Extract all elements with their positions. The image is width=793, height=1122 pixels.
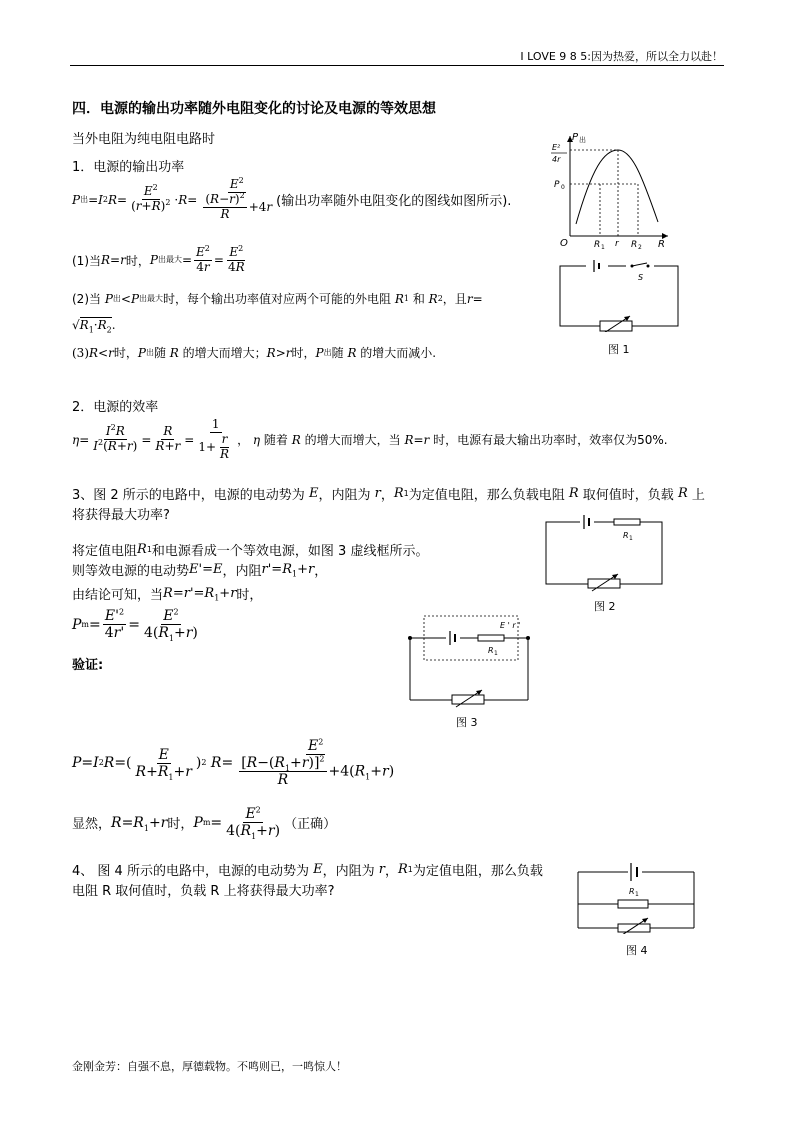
fig2-r1-label: R: [623, 531, 629, 540]
fig4-caption: 图 4: [626, 944, 648, 957]
fig3-equiv-label: E ' r ': [500, 621, 521, 630]
efficiency-formula: η = $\frac{I^2R}{I^2(R+r)}$ = $\frac{R}{R+r}$ = 1 1+ $\frac{r}{R}$ ， η 随着 R 的增大而增大，当 R = r 时，电源有最大输出功率时，效率仅为50%.: [72, 417, 668, 461]
circuit-fig1: [558, 258, 682, 332]
circuit-fig2: [542, 512, 668, 592]
graph-peak-den: 4r: [552, 155, 561, 164]
graph-p0: P: [554, 180, 560, 190]
svg-text:1: 1: [629, 535, 633, 542]
q3-line2: 将获得最大功率?: [72, 508, 170, 523]
q4-line1: 4、 图 4 所示的电路中，电源的电动势为 E ，内阻为 r ， R 1 为定值电阻，那么负载: [72, 862, 543, 879]
part1-heading: 1．电源的输出功率: [72, 160, 185, 175]
conclusion: 显然， $R=R_1+r$ 时， P m = $\frac{E^2}{4(R_1+r)}$ （正确）: [72, 805, 337, 841]
item2: (2)当 P 出 < P 出最大 时，每个输出功率值对应两个可能的外电阻 R 1 和 R 2 ，且 r =: [72, 291, 483, 306]
svg-text:1: 1: [494, 650, 498, 657]
svg-text:0: 0: [561, 184, 565, 191]
graph-r: r: [615, 239, 619, 249]
q3-line1: 3、图 2 所示的电路中，电源的电动势为 E ，内阻为 r ， R 1 为定值电阻，那么负载电阻 R 取何值时，负载 R 上: [72, 486, 705, 503]
graph-x-label: R: [658, 239, 665, 250]
circuit-fig3: [404, 612, 534, 710]
part2-heading: 2．电源的效率: [72, 400, 159, 415]
item1: (1)当 R = r 时， P 出最大 = $\frac{E^2}{4r}$ = $\frac{E^2}{4R}$: [72, 244, 245, 274]
verify-formula: P = I 2 R =( $\frac{E}{R+R_1+r}$ ) 2 R = $E^2$ $\frac{[R-(R_1+r)]^2}{R}$ $+4(R_1+r)$: [72, 737, 395, 789]
q3-step3: 由结论可知，当 $R=r'=R_1+r$ 时，: [72, 586, 263, 603]
switch-label: S: [638, 273, 644, 282]
q3-step2: 则等效电源的电动势 E'=E ，内阻 $r'=R_1+r$ ，: [72, 562, 328, 579]
q4-line2: 电阻 R 取何值时，负载 R 上将获得最大功率?: [72, 884, 335, 899]
section-intro: 当外电阻为纯电阻电路时: [72, 132, 216, 147]
item3: (3) R < r 时， P 出 随 R 的增大而增大； R > r 时， P 出 随 R 的增大而减小.: [72, 345, 437, 360]
fig4-r1-label: R: [629, 887, 635, 896]
graph-origin: O: [560, 238, 568, 249]
svg-text:2: 2: [638, 244, 642, 251]
q3-step1: 将定值电阻 R 1 和电源看成一个等效电源，如图 3 虚线框所示。: [72, 542, 429, 559]
fig3-caption: 图 3: [456, 716, 478, 729]
power-curve-graph: [548, 128, 672, 252]
graph-r2: R: [631, 240, 638, 250]
svg-text:1: 1: [601, 244, 605, 251]
section-title: 四．电源的输出功率随外电阻变化的讨论及电源的等效思想: [72, 101, 436, 117]
formula-note: (输出功率随外电阻变化的图线如图所示).: [276, 194, 512, 210]
fig1-caption: 图 1: [608, 343, 630, 356]
verify-label: 验证:: [72, 658, 104, 673]
graph-y-label: P: [572, 132, 579, 143]
header-rule: [70, 65, 724, 66]
graph-peak-num: E²: [552, 143, 561, 152]
page-header: I LOVE 9 8 5:因为热爱，所以全力以赴！: [520, 50, 723, 63]
item2-sqrt: $√R_1\cdot R_2$.: [72, 318, 116, 335]
fig2-caption: 图 2: [594, 600, 616, 613]
page-footer: 金刚金芳：自强不息，厚德载物。不鸣则已，一鸣惊人！: [72, 1060, 347, 1073]
svg-text:1: 1: [635, 891, 639, 898]
graph-y-sub: 出: [579, 136, 586, 144]
q3-pm-formula: P m = $\frac{E'^2}{4r'}$ = $\frac{E^2}{4(R_1+r)}$: [72, 607, 198, 643]
circuit-fig4: [574, 858, 700, 934]
fig3-r1-label: R: [488, 646, 494, 655]
graph-r1: R: [594, 240, 601, 250]
formula-output-power: P 出 = I 2 R = $\frac{E^2}{(r+R)^2}$ · R = $E^2$ $\frac{(R-r)^2}{R}$ +4r (输出功率随外电阻变化的图线如图所示).: [72, 176, 512, 221]
